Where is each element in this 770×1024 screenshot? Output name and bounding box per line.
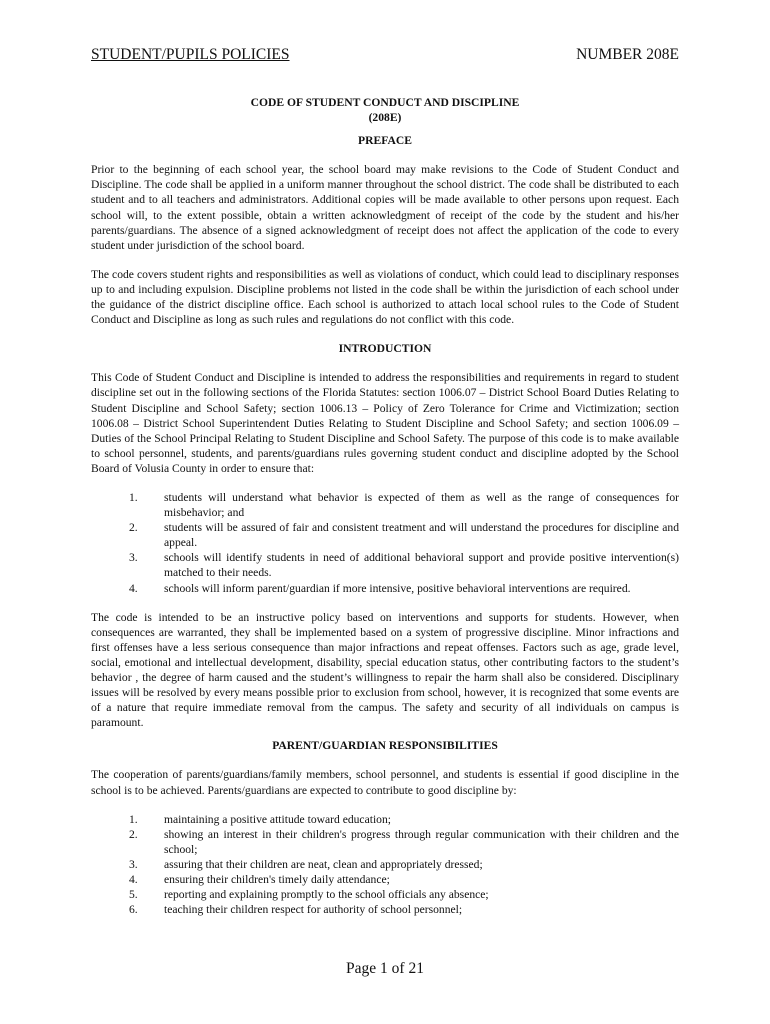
parent-responsibilities-heading: PARENT/GUARDIAN RESPONSIBILITIES bbox=[272, 739, 498, 753]
list-number: 1. bbox=[129, 812, 138, 826]
list-text: showing an interest in their children's progress through regular communication with their children and the school; bbox=[164, 827, 679, 856]
document-body bbox=[91, 95, 679, 917]
list-item bbox=[91, 887, 679, 902]
list-number: 1. bbox=[129, 490, 138, 504]
preface-paragraph: Prior to the beginning of each school year, the school board may make revisions to the Code of Student Conduct and Discipline. The code shall be applied in a uniform manner throughout the school district. The code shall be distributed to each student and to all teachers and administrators. Additional copies will be made available to other persons upon request. Each school will, to the extent possible, obtain a written acknowledgment of receipt of the code by the student and his/her parents/guardians. The absence of a signed acknowledgment of receipt does not affect the application of the code to every student under jurisdiction of the school board. bbox=[91, 163, 679, 252]
list-text: schools will inform parent/guardian if more intensive, positive behavioral interventions are required. bbox=[164, 581, 631, 595]
document-code: (208E) bbox=[368, 111, 402, 125]
parent-paragraph: The cooperation of parents/guardians/family members, school personnel, and students is essential if good discipline in the school is to be achieved. Parents/guardians are expected to contribute to good discipline by: bbox=[91, 768, 679, 797]
list-text: students will be assured of fair and consistent treatment and will understand the procedures for discipline and appeal. bbox=[164, 521, 679, 550]
list-text: assuring that their children are neat, clean and appropriately dressed; bbox=[164, 857, 483, 871]
list-number: 4. bbox=[129, 581, 138, 595]
introduction-paragraph: This Code of Student Conduct and Discipline is intended to address the responsibilities and requirements in regard to student discipline set out in the following sections of the Florida Statutes: section 1006.07 – District School Board Duties Relating to Student Discipline and School Safety; section 1006.13 – Policy of Zero Tolerance for Crime and Victimization; section 1006.08 – District School Superintendent Duties Relating to Student Discipline and School Safety; and section 1006.09 – Duties of the School Principal Relating to Student Discipline and School Safety. The purpose of this code is to make available to school personnel, students, and parents/guardians rules governing student conduct and discipline adopted by the School Board of Volusia County in order to ensure that: bbox=[91, 371, 679, 475]
introduction-list bbox=[91, 490, 679, 596]
policy-category-heading: STUDENT/PUPILS POLICIES bbox=[91, 46, 290, 63]
list-number: 4. bbox=[129, 873, 138, 887]
list-text: ensuring their children's timely daily attendance; bbox=[164, 873, 390, 887]
list-item bbox=[91, 902, 679, 917]
preface-heading: PREFACE bbox=[358, 134, 412, 148]
list-number: 6. bbox=[129, 903, 138, 917]
list-item bbox=[91, 812, 679, 827]
list-text: teaching their children respect for authority of school personnel; bbox=[164, 903, 463, 917]
list-text: maintaining a positive attitude toward education; bbox=[164, 812, 391, 826]
page-header bbox=[91, 46, 679, 66]
list-item bbox=[91, 857, 679, 872]
list-item bbox=[91, 581, 679, 596]
list-number: 2. bbox=[129, 521, 138, 535]
page-number: Page 1 of 21 bbox=[346, 960, 424, 977]
preface-paragraph: The code covers student rights and responsibilities as well as violations of conduct, which could lead to disciplinary responses up to and including expulsion. Discipline problems not listed in the code shall be within the jurisdiction of each school under the guidance of the district discipline office. Each school is authorized to attach local school rules to the Code of Student Conduct and Discipline as long as such rules and regulations do not conflict with this code. bbox=[91, 267, 679, 327]
introduction-paragraph: The code is intended to be an instructive policy based on interventions and supports for students. However, when consequences are warranted, they shall be implemented based on a system of progressive discipline. Minor infractions and first offenses have a less serious consequence than major infractions and repeat offenses. Factors such as age, grade level, social, emotional and intellectual development, disability, special education status, other contributing factors to the student’s behavior , the degree of harm caused and the student’s willingness to repair the harm shall also be considered. Disciplinary issues will be resolved by every means possible prior to exclusion from school, however, it is recognized that some events are of a nature that require immediate removal from the campus. The safety and security of all individuals on campus is paramount. bbox=[91, 610, 679, 730]
list-text: students will understand what behavior is expected of them as well as the range of consequences for misbehavior; and bbox=[164, 490, 679, 520]
introduction-heading: INTRODUCTION bbox=[338, 342, 432, 356]
list-number: 5. bbox=[129, 888, 138, 902]
list-text: schools will identify students in need of additional behavioral support and provide positive intervention(s) matched to their needs. bbox=[164, 551, 679, 580]
parent-responsibilities-list bbox=[91, 812, 679, 918]
list-number: 3. bbox=[129, 551, 138, 565]
list-item bbox=[91, 872, 679, 887]
policy-number: NUMBER 208E bbox=[576, 46, 679, 63]
list-number: 2. bbox=[129, 827, 138, 841]
list-item bbox=[91, 827, 679, 857]
list-item bbox=[91, 520, 679, 550]
list-text: reporting and explaining promptly to the school officials any absence; bbox=[164, 888, 489, 902]
document-title: CODE OF STUDENT CONDUCT AND DISCIPLINE bbox=[250, 96, 520, 109]
list-item bbox=[91, 490, 679, 520]
list-item bbox=[91, 550, 679, 580]
list-number: 3. bbox=[129, 857, 138, 871]
